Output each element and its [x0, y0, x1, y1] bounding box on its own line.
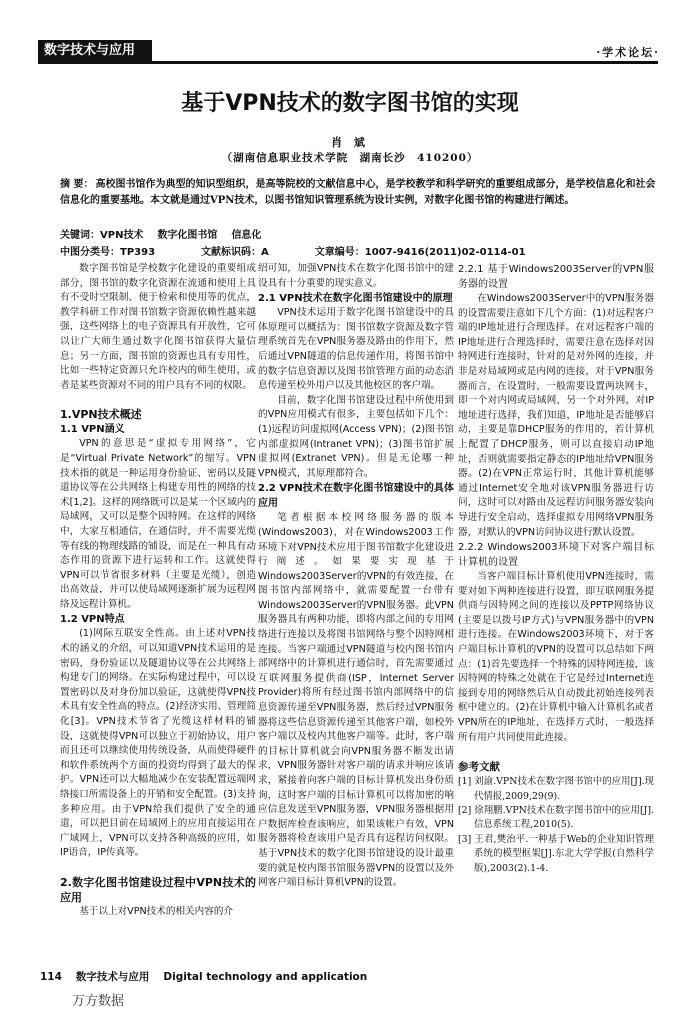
paragraph: VPN的意思是“虚拟专用网络”，它是“Virtual Private Network”的缩写。VPN技术指的就是一种运用身份验证、密码以及隧道协议等在公共网络上构建专用性的网络的技术[1,2]。这样的网络既可以是某一个区域内的局域网，又可以是整个因特网。在这样的网络中，大家互相通信，在通信时，并不需要光缆等有线的物理线路的铺设，而是在一种具有动态作用的资源下进行运转和工作。这就使得VPN可以节省很多材料（主要是光缆），创造出高效益，并可以使局域网逐渐扩展为远程网络及远程计算机。 — [60, 438, 256, 610]
keyword: 数字化图书馆 — [157, 230, 218, 241]
abstract — [60, 177, 660, 208]
subsection-heading: 1.1 VPN涵义 — [60, 424, 125, 436]
reference-item: [2] 徐翔鹏.VPN技术在数字图书馆中的应用[J].信息系统工程,2010(5). — [458, 805, 654, 831]
reference-item: [1] 刘渝.VPN技术在数字图书馆中的应用[J].现代情报,2009,29(9). — [458, 776, 654, 802]
keywords-label: 关键词： — [60, 230, 100, 241]
article-title: 基于VPN技术的数字图书馆的实现 — [181, 91, 519, 116]
paragraph: 数字图书馆是学校数字化建设的重要组成部分，图书馆的数字化资源在流通和使用上具有不受时空限制、便于检索和使用等的优点，教学科研工作对图书馆数字资源依赖性越来越强，这些网络上的电子资源具有开放性，它可以让广大师生通过数字化图书馆获得大量信息；另一方面，图书馆的资源也具有专用性，比如一些特定资源只允许校内的师生使用，或者是某些资源对不同的用户具有不同的权限。 — [60, 263, 256, 391]
clc-number: 中图分类号：TP393 — [60, 247, 156, 258]
paragraph: 当客户端目标计算机使用VPN连接时，需要对如下两种连接进行设置，即互联网服务提供商与因特网之间的连接以及PPTP网络协议(主要是以拨号IP方式)与VPN服务器中的VPN进行连接。在Windows2003环境下，对于客户端目标计算机的VPN的设置可以总结如下两点：(1)首先要选择一个特殊的因特网连接，该因特网的特殊之处就在于它是经过Internet连接到专用的网络然后从自动拨此初始连接列表框中建立的。(2)在计算机中输入计算机名或者VPN所在的IP地址，在选择方式时，一般选择所有用户共同使用此连接。 — [458, 571, 654, 743]
journal-name-en: Digital technology and application — [163, 971, 368, 983]
column-2 — [258, 262, 454, 891]
watermark: 万方数据 — [72, 994, 125, 1009]
section-heading: 2.数字化图书馆建设过程中VPN技术的应用 — [60, 875, 256, 904]
paragraph: 笔者根据本校网络服务器的版本(Windows2003)，对在Windows2003工作环境下对VPN技术应用于图书馆数字化建设进行阐述。如果要实现基于Windows2003Server的VPN的有效连接，在图书馆内部网络中，就需要配置一台带有Windows2003Server的VPN服务器。此VPN服务器具有两种功能，即将内部之间的专用网络进行连接以及将图书馆网络与整个因特网相连接。当客户端通过VPN隧道与校内图书馆内部网络中的计算机进行通信时，首先需要通过互联网服务提供商(ISP，Internet Server Provider)将所有经过图书馆内部网络中的信息资源传递至VPN服务器，然后经过VPN服务器将这些信息资源传递至其他客户端，如校外客户端以及校内其他客户端等。此时，客户端的目标计算机就会向VPN服务器不断发出请求，VPN服务器针对客户端的请求并响应该请求，紧接着向客户端的目标计算机发出身份质询，这时客户端的目标计算机可以将加密的响应信息发送至VPN服务器，VPN服务器根据用户数据库检查该响应，如果该帐户有效，VPN服务器将检查该用户是否具有远程访问权限。基于VPN技术的数字化图书馆建设的设计最重要的就是校内图书馆服务器VPN的设置以及外网客户端目标计算机VPN的设置。 — [258, 512, 454, 889]
subsection-heading: 2.1 VPN技术在数字化图书馆建设中的原理 — [258, 293, 453, 305]
paragraph: 基于以上对VPN技术的相关内容的介 — [79, 905, 234, 917]
article-number: 文章编号：1007-9416(2011)02-0114-01 — [314, 247, 526, 258]
paragraph: (1)网际互联安全性高。由上述对VPN技术的涵义的介绍，可以知道VPN技术运用的是密码，身份验证以及隧道协议等在公共网络上构建专门的网络。在实际构建过程中，可以设置密码以及对身份加以验证，这就使得VPN技术具有安全性高的特点。(2)经济实用、管理简化[3]。VPN技术节省了光缆这样材料的铺设，这就使得VPN可以独立于初始协议，用户而且还可以继续使用传统设备，从而使得硬件和软件系统两个方面的投资均得到了最大的保护。VPN还可以大幅地减少在安装配置远端网络接口所需设备上的开销和安全配置。(3)支持多种应用。由于VPN给我们提供了安全的通道，可以把目前在局域网上的应用直接运用在广域网上，VPN可以支持各种高级的应用，如IP语音，IP传真等。 — [60, 628, 256, 859]
affiliation: （湖南信息职业技术学院 湖南长沙 410200） — [221, 152, 479, 164]
keyword: 信息化 — [231, 230, 262, 241]
paragraph: 目前，数字化图书馆建设过程中所使用到的VPN应用模式有很多，主要包括如下几个：(1)远程访问虚拟网(Access VPN)；(2)图书馆内部虚拟网(Intranet VPN)；(3)图书馆扩展虚拟网(Extranet VPN)。但是无论哪一种VPN模式，其原理都符合。 — [258, 394, 454, 479]
paragraph: VPN技术运用于数字化图书馆建设中的具体原理可以概括为：图书馆数字资源及数字管理系统首先在VPN服务器及路由的作用下，然后通过VPN隧道的信息传递作用，将图书馆中的数字信息资源以及图书馆管理方面的动态消息传递至校外用户以及其他校区的客户端。 — [258, 307, 454, 392]
header-rule — [38, 61, 658, 64]
section-tab: 数字技术与应用 — [38, 40, 152, 62]
keyword: VPN技术 — [100, 230, 144, 241]
journal-name-cn: 数字技术与应用 — [75, 971, 150, 983]
meta-line — [60, 243, 660, 258]
abstract-label: 摘 要： — [60, 179, 94, 190]
doc-code: 文献标识码：A — [201, 247, 269, 258]
references-heading: 参考文献 — [458, 761, 500, 774]
keywords — [60, 226, 660, 241]
subsection-heading: 1.2 VPN特点 — [60, 614, 125, 626]
author: 肖 斌 — [331, 136, 369, 149]
subsubsection-heading: 2.2.1 基于Windows2003Server的VPN服务器的设置 — [458, 264, 654, 290]
paragraph: 绍可知，加强VPN技术在数字化图书馆中的建设具有十分重要的现实意义。 — [258, 263, 454, 289]
page-number: 114 — [40, 971, 62, 983]
subsubsection-heading: 2.2.2 Windows2003环境下对客户端目标计算机的设置 — [458, 542, 654, 569]
column-1 — [60, 262, 256, 920]
paragraph: 在Windows2003Server中的VPN服务器的设置需要注意如下几个方面：(1)对远程客户端的IP地址进行合理选择。在对远程客户端的IP地址进行合理选择时，需要注意在选择对因特网进行连接时，针对的是对外网的连接，并非是对局域网或是内网的连接，对于VPN服务器而言，在设置时，一般需要设置两块网卡，即一个对内网或局域网，另一个对外网，对IP地址进行选择，我们知道，IP地址是否能够启动，主要是靠DHCP服务的作用的，若计算机上配置了DHCP服务，则可以直接启动IP地址，否则就需要指定静态的IP地址给VPN服务器。(2)在VPN正常运行时，其他计算机能够通过Internet安全地对该VPN服务器进行访问，这时可以对路由及远程访问服务器安装向导进行安全启动，选择虚拟专用网络VPN服务器，对默认的VPN访问协议进行默认设置。 — [458, 293, 654, 538]
column-tag: ·学术论坛· — [596, 46, 660, 59]
page-footer — [40, 969, 381, 984]
reference-item: [3] 王君,樊治平.一种基于Web的企业知识管理系统的模型框架[J].东北大学学报(自然科学版),2003(2).1-4. — [458, 833, 654, 874]
section-heading: 1.VPN技术概述 — [60, 408, 142, 422]
column-3 — [458, 262, 654, 876]
subsection-heading: 2.2 VPN技术在数字化图书馆建设中的具体应用 — [258, 483, 454, 510]
abstract-text: 高校图书馆作为典型的知识型组织，是高等院校的文献信息中心，是学校教学和科学研究的重要组成部分，是学校信息化和社会信息化的重要基地。本文就是通过VPN技术，以图书馆知识管理系统为设计实例，对数字化图书馆的构建进行阐述。 — [60, 179, 656, 206]
